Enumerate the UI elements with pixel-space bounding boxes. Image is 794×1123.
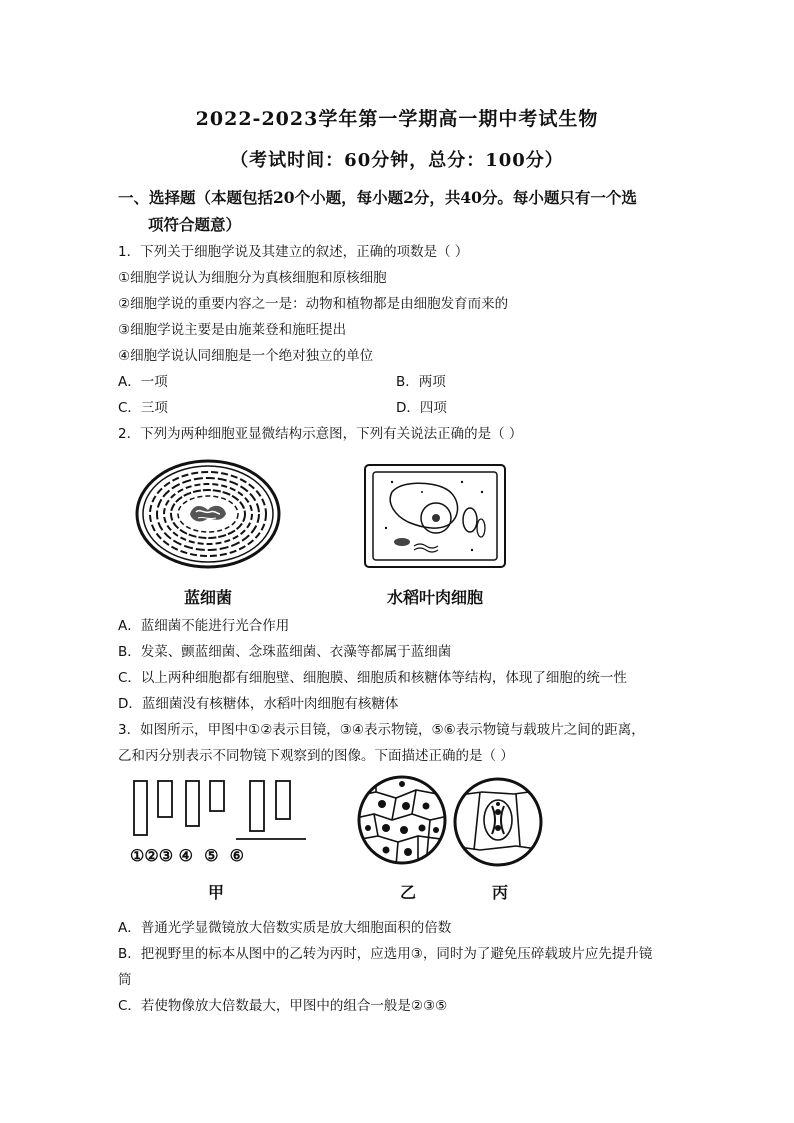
microscope-view-yi — [356, 774, 448, 866]
section-heading — [118, 184, 688, 238]
section-heading-line2: 项符合题意） — [148, 215, 242, 234]
q3-option-c: C．若使物像放大倍数最大，甲图中的组合一般是②③⑤ — [118, 998, 448, 1014]
microscope-view-bing — [452, 776, 544, 868]
exam-info: （考试时间：60分钟，总分：100分） — [230, 150, 564, 171]
q2-option-c: C．以上两种细胞都有细胞壁、细胞膜、细胞质和核糖体等结构，体现了细胞的统一性 — [118, 670, 627, 686]
q3-option-b-cont: 筒 — [118, 972, 132, 988]
q1-stem: 1．下列关于细胞学说及其建立的叙述，正确的项数是（ ） — [118, 244, 469, 260]
q3-option-a: A．普通光学显微镜放大倍数实质是放大细胞面积的倍数 — [118, 920, 452, 936]
caption-cyanobacteria: 蓝细菌 — [183, 588, 232, 607]
q1-statement: ④细胞学说认同细胞是一个绝对独立的单位 — [118, 348, 374, 364]
q1-statement: ②细胞学说的重要内容之一是：动物和植物都是由细胞发育而来的 — [118, 296, 509, 312]
q1-option-c: C．三项 — [118, 400, 168, 416]
q1-statement: ③细胞学说主要是由施莱登和施旺提出 — [118, 322, 347, 338]
q2-option-a: A．蓝细菌不能进行光合作用 — [118, 618, 290, 634]
q2-option-d: D．蓝细菌没有核糖体，水稻叶肉细胞有核糖体 — [118, 696, 399, 712]
q3-option-b: B．把视野里的标本从图中的乙转为丙时，应选用③，同时为了避免压碎载玻片应先提升镜 — [118, 946, 653, 962]
q1-statement: ①细胞学说认为细胞分为真核细胞和原核细胞 — [118, 270, 387, 286]
lens-diagram — [128, 775, 310, 845]
q1-option-a: A．一项 — [118, 374, 168, 390]
section-heading-line1: 一、选择题（本题包括20个小题，每小题2分，共40分。每小题只有一个选 — [118, 188, 637, 207]
rice-mesophyll-cell-illustration — [362, 462, 508, 570]
caption-rice-cell: 水稻叶肉细胞 — [386, 588, 483, 607]
page-title: 2022-2023学年第一学期高一期中考试生物 — [195, 108, 599, 130]
label-bing: 丙 — [491, 883, 508, 902]
q1-option-b: B．两项 — [396, 374, 446, 390]
label-jia: 甲 — [207, 883, 224, 902]
lens-labels: ①②③ ④ ⑤ ⑥ — [130, 846, 244, 865]
q1-option-d: D．四项 — [396, 400, 447, 416]
cyanobacteria-illustration — [134, 458, 282, 570]
label-yi: 乙 — [399, 883, 416, 902]
q3-stem-line1: 3．如图所示，甲图中①②表示目镜，③④表示物镜，⑤⑥表示物镜与载玻片之间的距离， — [118, 722, 645, 738]
q2-stem: 2．下列为两种细胞亚显微结构示意图，下列有关说法正确的是（ ） — [118, 426, 523, 442]
q3-stem-line2: 乙和丙分别表示不同物镜下观察到的图像。下面描述正确的是（ ） — [118, 748, 514, 764]
q2-option-b: B．发菜、颤蓝细菌、念珠蓝细菌、衣藻等都属于蓝细菌 — [118, 644, 452, 660]
